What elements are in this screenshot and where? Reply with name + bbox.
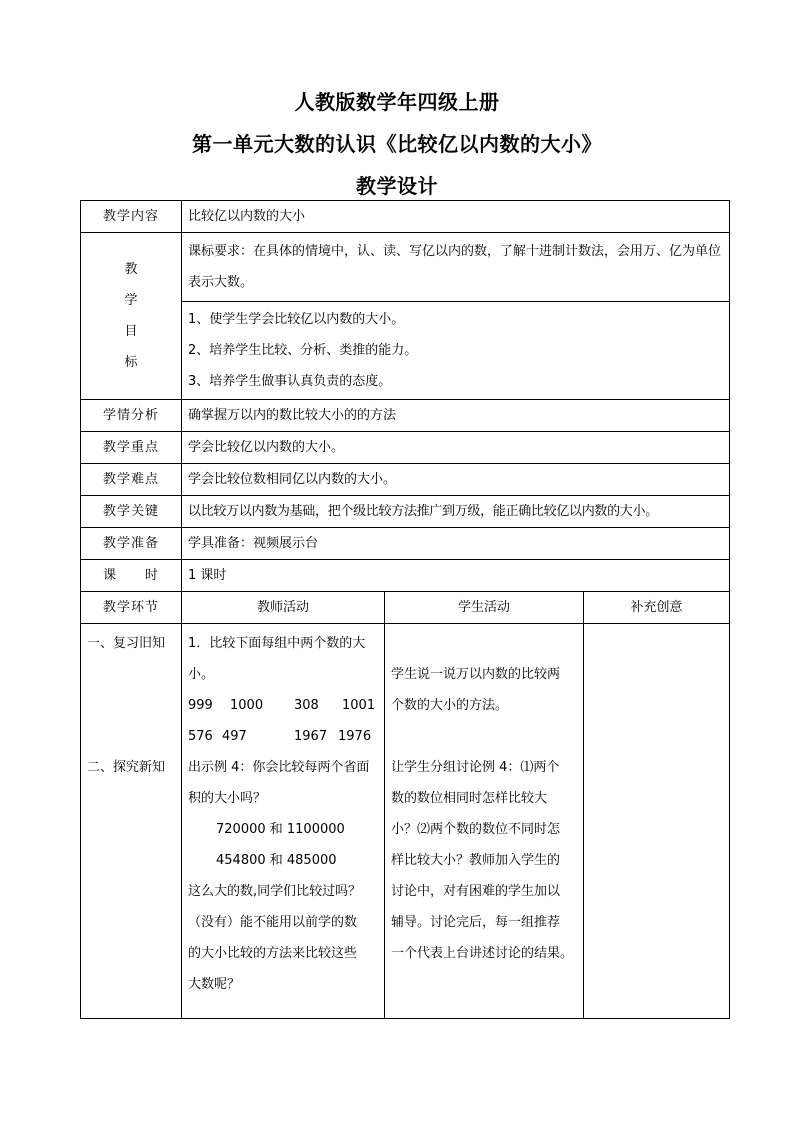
label-objectives-char: 目 [124, 324, 138, 339]
header-supplement: 补充创意 [584, 592, 730, 624]
number: 576 [188, 729, 213, 744]
value-difficulty: 学会比较位数相同亿以内数的大小。 [182, 464, 730, 496]
student-explore-line: 辅导。讨论完后，每一组推荐 [391, 915, 561, 930]
student-explore-line: 样比较大小？教师加入学生的 [391, 853, 561, 868]
label-prep: 教学准备 [81, 528, 182, 560]
row-process-header [81, 592, 730, 624]
value-content: 比较亿以内数的大小 [182, 201, 730, 233]
label-objectives-char: 标 [124, 355, 138, 370]
header-student: 学生活动 [385, 592, 584, 624]
number-pairs-row [188, 690, 378, 721]
row-content [81, 201, 730, 233]
stage-review: 一、复习旧知 [87, 636, 166, 651]
label-analysis: 学情分析 [81, 400, 182, 432]
number: 1976 [338, 729, 372, 744]
teacher-question-line: 大数呢？ [188, 977, 241, 992]
label-hours: 课 时 [81, 560, 182, 592]
row-objectives-standard [81, 233, 730, 302]
supplement-cell [584, 624, 730, 1019]
header-teacher: 教师活动 [182, 592, 385, 624]
label-difficulty: 教学难点 [81, 464, 182, 496]
value-focus: 学会比较亿以内数的大小。 [182, 432, 730, 464]
row-focus [81, 432, 730, 464]
value-prep: 学具准备：视频展示台 [182, 528, 730, 560]
teacher-activity-cell [182, 624, 385, 1019]
student-explore-line: 让学生分组讨论例 4：⑴两个 [391, 760, 560, 775]
number-pairs-row [188, 721, 378, 752]
number: 1000 [230, 698, 264, 713]
number: 497 [222, 729, 247, 744]
lesson-plan-table [80, 200, 730, 1019]
objective-item: 3、培养学生做事认真负责的态度。 [188, 374, 392, 389]
student-explore-line: 一个代表上台讲述讨论的结果。 [391, 946, 574, 961]
number: 308 [294, 698, 319, 713]
label-objectives [81, 233, 182, 400]
document-subtitle: 第一单元大数的认识《比较亿以内数的大小》 [192, 132, 602, 156]
label-focus: 教学重点 [81, 432, 182, 464]
number: 999 [188, 698, 213, 713]
row-prep [81, 528, 730, 560]
label-objectives-char: 学 [124, 293, 138, 308]
label-key: 教学关键 [81, 496, 182, 528]
comparison-pair: 454800 和 485000 [216, 853, 337, 868]
header-stage: 教学环节 [81, 592, 182, 624]
teacher-question-line: 的大小比较的方法来比较这些 [188, 946, 358, 961]
label-objectives-char: 教 [124, 262, 138, 277]
document-title: 人教版数学年四级上册 [294, 90, 500, 114]
value-analysis: 确掌握万以内的数比较大小的的方法 [182, 400, 730, 432]
row-hours [81, 560, 730, 592]
row-difficulty [81, 464, 730, 496]
student-review-line: 个数的大小的方法。 [391, 698, 509, 713]
teacher-review-line: 小。 [188, 667, 215, 682]
objective-item: 1、使学生学会比较亿以内数的大小。 [188, 312, 405, 327]
label-content: 教学内容 [81, 201, 182, 233]
stage-explore: 二、探究新知 [87, 760, 166, 775]
student-explore-line: 数的数位相同时怎样比较大 [391, 791, 548, 806]
number: 1967 [294, 729, 328, 744]
student-review-line: 学生说一说万以内数的比较两 [391, 667, 561, 682]
teacher-explore-line: 出示例 4：你会比较每两个省面 [188, 760, 370, 775]
document-heading: 教学设计 [356, 174, 438, 198]
teacher-question-line: （没有）能不能用以前学的数 [188, 915, 358, 930]
row-key [81, 496, 730, 528]
comparison-pair: 720000 和 1100000 [216, 822, 345, 837]
student-explore-line: 讨论中，对有困难的学生加以 [391, 884, 561, 899]
teacher-review-line: 1．比较下面每组中两个数的大 [188, 636, 366, 651]
objective-item: 2、培养学生比较、分析、类推的能力。 [188, 343, 418, 358]
student-explore-line: 小？⑵两个数的数位不同时怎 [391, 822, 561, 837]
student-activity-cell [385, 624, 584, 1019]
number: 1001 [342, 698, 376, 713]
value-objectives-standard: 课标要求：在具体的情境中，认、读、写亿以内的数，了解十进制计数法，会用万、亿为单位表示大数。 [182, 233, 730, 302]
value-objectives-items [182, 302, 730, 400]
row-process-body [81, 624, 730, 1019]
teacher-explore-line: 积的大小吗？ [188, 791, 267, 806]
teacher-question-line: 这么大的数,同学们比较过吗？ [188, 884, 362, 899]
stage-cell [81, 624, 182, 1019]
value-hours: 1 课时 [182, 560, 730, 592]
value-key: 以比较万以内数为基础，把个级比较方法推广到万级，能正确比较亿以内数的大小。 [182, 496, 730, 528]
row-analysis [81, 400, 730, 432]
